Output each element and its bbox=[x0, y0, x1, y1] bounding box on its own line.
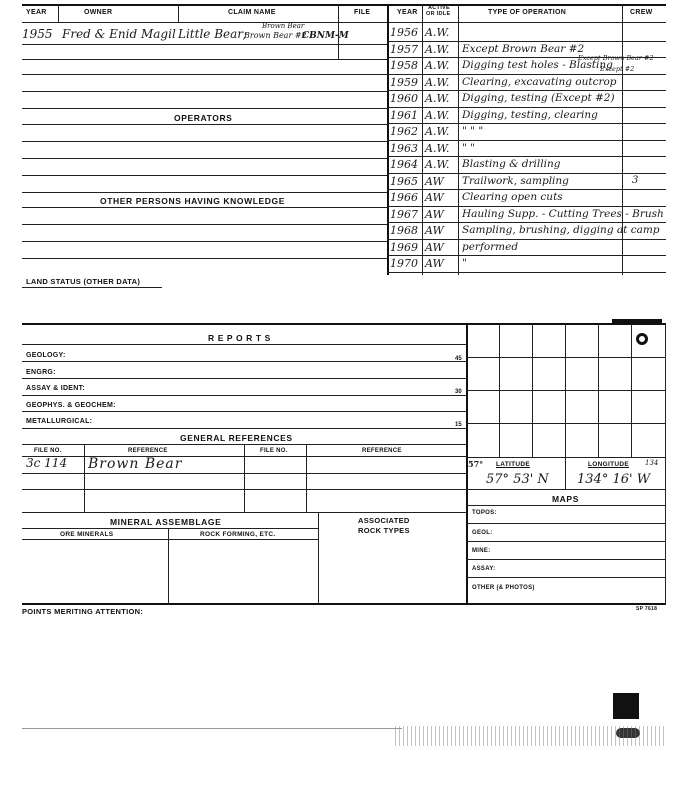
lower-section-bottom-border bbox=[22, 603, 666, 605]
activity-operation: Except Brown Bear #2 bbox=[462, 42, 585, 55]
note-1957: Except Brown Bear #2 bbox=[578, 54, 654, 62]
activity-status: A.W. bbox=[425, 92, 450, 105]
operators-row-rule bbox=[22, 192, 387, 193]
general-references-label: GENERAL REFERENCES bbox=[180, 433, 293, 443]
longitude-note: 134 bbox=[645, 459, 659, 467]
activity-year: 1968 bbox=[390, 224, 418, 237]
land-status-label: LAND STATUS (OTHER DATA) bbox=[26, 277, 141, 286]
grid-right-border bbox=[665, 324, 666, 604]
other-persons-label: OTHER PERSONS HAVING KNOWLEDGE bbox=[100, 196, 286, 206]
grid-row bbox=[466, 423, 665, 424]
activity-year: 1960 bbox=[390, 92, 418, 105]
ownership-year: 1955 bbox=[22, 27, 53, 41]
maps-row-rule bbox=[466, 577, 665, 578]
latlong-divider bbox=[565, 457, 566, 489]
activity-row-rule bbox=[387, 222, 666, 223]
activity-status: A.W. bbox=[425, 141, 450, 155]
activity-status: AW bbox=[425, 174, 444, 188]
activity-row-rule bbox=[387, 90, 666, 91]
report-row-rule bbox=[22, 428, 466, 429]
activity-row-rule bbox=[387, 173, 666, 174]
activity-operation: Hauling Supp. - Cutting Trees - Brush bbox=[462, 207, 664, 220]
owner-row-rule bbox=[22, 59, 387, 60]
maps-topos: TOPOS: bbox=[472, 510, 497, 516]
claim-name-header: CLAIM NAME bbox=[228, 9, 276, 16]
ownership-claim: Little Bear; bbox=[178, 27, 248, 41]
mineral-header-rule bbox=[22, 539, 318, 540]
activity-year: 1958 bbox=[390, 59, 418, 72]
land-status-underline bbox=[22, 287, 162, 288]
activity-operation: " " bbox=[462, 141, 475, 154]
activity-row-rule bbox=[387, 123, 666, 124]
note-1958: Except #2 bbox=[600, 65, 635, 73]
report-metallurgical: METALLURGICAL: bbox=[26, 418, 93, 425]
grid-row bbox=[466, 357, 665, 358]
activity-year: 1966 bbox=[390, 191, 418, 204]
activity-operation: Digging, testing (Except #2) bbox=[462, 92, 615, 104]
scan-mark bbox=[612, 319, 662, 325]
col-divider bbox=[178, 5, 179, 22]
activity-row-rule bbox=[387, 255, 666, 256]
longitude-label: LONGITUDE bbox=[588, 461, 629, 468]
owner-row-rule bbox=[22, 108, 387, 109]
activity-crew: 3 bbox=[632, 174, 639, 186]
owner-row-rule bbox=[22, 44, 387, 45]
activity-operation: " " " bbox=[462, 125, 484, 137]
ref-reference-header: REFERENCE bbox=[128, 448, 168, 454]
activity-status: AW bbox=[425, 191, 444, 204]
mineral-col-divider bbox=[168, 528, 169, 604]
latitude-label: LATITUDE bbox=[496, 461, 531, 468]
scale-45: 45 bbox=[455, 356, 462, 362]
activity-year: 1963 bbox=[390, 141, 418, 155]
activity-year-header: YEAR bbox=[397, 9, 418, 16]
scan-block bbox=[613, 693, 639, 719]
col-divider bbox=[58, 5, 59, 22]
report-row-rule bbox=[22, 378, 466, 379]
report-assay: ASSAY & IDENT: bbox=[26, 385, 86, 392]
other-persons-row-rule bbox=[22, 241, 387, 242]
reports-label: R E P O R T S bbox=[208, 333, 271, 343]
rock-forming-header: ROCK FORMING, ETC. bbox=[200, 531, 276, 538]
activity-operation: Clearing open cuts bbox=[462, 191, 563, 203]
activity-operation: Blasting & drilling bbox=[462, 158, 561, 170]
maps-row-rule bbox=[466, 559, 665, 560]
activity-status: AW bbox=[425, 240, 444, 254]
scale-30: 30 bbox=[455, 389, 462, 395]
activity-year: 1961 bbox=[390, 108, 418, 122]
activity-row-rule bbox=[387, 140, 666, 141]
activity-status: A.W. bbox=[425, 59, 450, 72]
report-row-rule bbox=[22, 361, 466, 362]
activity-year: 1957 bbox=[390, 42, 418, 56]
activity-operation: Digging, testing, clearing bbox=[462, 108, 598, 121]
maps-mine: MINE: bbox=[472, 548, 491, 554]
other-persons-row-rule bbox=[22, 224, 387, 225]
activity-year: 1970 bbox=[390, 257, 418, 270]
top-border bbox=[22, 4, 666, 6]
report-engrg: ENGRG: bbox=[26, 369, 56, 376]
scan-noise bbox=[395, 726, 665, 746]
mineral-col-divider bbox=[318, 512, 319, 604]
ref-col-divider bbox=[244, 444, 245, 512]
maps-rule bbox=[466, 505, 665, 506]
rock-types-label: ROCK TYPES bbox=[358, 526, 410, 535]
maps-row-rule bbox=[466, 541, 665, 542]
other-persons-rule bbox=[22, 207, 387, 208]
activity-status: AW bbox=[425, 257, 444, 270]
maps-other: OTHER (& PHOTOS) bbox=[472, 585, 535, 591]
activity-year: 1965 bbox=[390, 174, 418, 188]
location-target-icon bbox=[636, 333, 648, 345]
activity-status: A.W. bbox=[425, 125, 450, 138]
activity-operation: " bbox=[462, 257, 467, 269]
crew-header: CREW bbox=[630, 9, 653, 16]
activity-row-rule bbox=[387, 206, 666, 207]
activity-operation: Clearing, excavating outcrop bbox=[462, 75, 617, 88]
owner-row-rule bbox=[22, 91, 387, 92]
activity-status: AW bbox=[425, 207, 444, 221]
active-header: ACTIVE bbox=[428, 5, 450, 11]
ref-row-rule bbox=[22, 512, 466, 513]
latlong-rule bbox=[466, 489, 665, 490]
report-row-rule bbox=[22, 395, 466, 396]
other-persons-row-rule bbox=[22, 258, 387, 259]
maps-geol: GEOL: bbox=[472, 530, 493, 536]
type-of-operation-header: TYPE OF OPERATION bbox=[488, 9, 567, 16]
activity-row-rule bbox=[387, 239, 666, 240]
activity-row-rule bbox=[387, 189, 666, 190]
owner-header: OWNER bbox=[84, 9, 113, 16]
activity-operation: performed bbox=[462, 240, 519, 253]
maps-assay: ASSAY: bbox=[472, 566, 496, 572]
activity-status: A.W. bbox=[425, 75, 450, 89]
year-header: YEAR bbox=[26, 9, 47, 16]
ref-file-no-header-2: FILE NO. bbox=[260, 448, 288, 454]
activity-row-rule bbox=[387, 272, 666, 273]
faint-rule bbox=[22, 728, 402, 729]
operators-row-rule bbox=[22, 175, 387, 176]
activity-operation: Digging test holes - Blasting bbox=[462, 59, 613, 71]
owner-row-rule bbox=[22, 74, 387, 75]
activity-status: AW bbox=[425, 224, 444, 237]
activity-status: A.W. bbox=[425, 42, 450, 56]
operators-row-rule bbox=[22, 158, 387, 159]
claim-note-bottom: Brown Bear #2 bbox=[244, 31, 307, 40]
activity-year: 1967 bbox=[390, 207, 418, 221]
activity-row-rule bbox=[387, 74, 666, 75]
latitude-degrees: 57° bbox=[468, 459, 484, 469]
ownership-file: CBNM-M bbox=[302, 31, 349, 41]
activity-year: 1956 bbox=[390, 26, 418, 39]
activity-operation: Trailwork, sampling bbox=[462, 174, 569, 187]
ref-row-rule bbox=[22, 489, 466, 490]
reports-rule bbox=[22, 344, 466, 345]
header-rule bbox=[22, 22, 666, 23]
longitude-value: 134° 16' W bbox=[577, 472, 651, 487]
ref-reference: Brown Bear bbox=[88, 456, 183, 472]
activity-row-rule bbox=[387, 107, 666, 108]
activity-operation: Sampling, brushing, digging at camp bbox=[462, 224, 660, 236]
points-meriting-label: POINTS MERITING ATTENTION: bbox=[22, 607, 144, 616]
ref-col-divider bbox=[84, 444, 85, 512]
activity-year: 1962 bbox=[390, 125, 418, 138]
mineral-rule bbox=[22, 528, 318, 529]
operators-row-rule bbox=[22, 141, 387, 142]
ref-reference-header-2: REFERENCE bbox=[362, 448, 402, 454]
ref-row-rule bbox=[22, 473, 466, 474]
form-number: SP 7618 bbox=[636, 606, 658, 612]
activity-year: 1959 bbox=[390, 75, 418, 89]
activity-year: 1964 bbox=[390, 158, 418, 171]
report-geophys: GEOPHYS. & GEOCHEM: bbox=[26, 402, 116, 409]
operators-rule bbox=[22, 124, 387, 125]
ref-file-no-header: FILE NO. bbox=[34, 448, 62, 454]
idle-header: OR IDLE bbox=[426, 11, 451, 17]
activity-status: A.W. bbox=[425, 108, 450, 122]
lower-section-top-border bbox=[22, 323, 666, 325]
activity-row-rule bbox=[387, 156, 666, 157]
ore-minerals-header: ORE MINERALS bbox=[60, 531, 114, 538]
grid-row bbox=[466, 390, 665, 391]
scale-15: 15 bbox=[455, 422, 462, 428]
latitude-value: 57° 53' N bbox=[486, 472, 549, 487]
mineral-assemblage-label: MINERAL ASSEMBLAGE bbox=[110, 517, 222, 527]
activity-year: 1969 bbox=[390, 240, 418, 254]
ref-file-no: 3c 114 bbox=[26, 456, 68, 470]
report-row-rule bbox=[22, 411, 466, 412]
activity-row-rule bbox=[387, 41, 666, 42]
file-header: FILE bbox=[354, 9, 371, 16]
maps-label: MAPS bbox=[552, 494, 579, 504]
ref-col-divider bbox=[306, 444, 307, 512]
report-geology: GEOLOGY: bbox=[26, 352, 66, 359]
activity-status: A.W. bbox=[425, 158, 450, 171]
operators-label: OPERATORS bbox=[174, 113, 233, 123]
claim-note-top: Brown Bear bbox=[262, 22, 305, 30]
ownership-owner: Fred & Enid Magil bbox=[62, 27, 176, 41]
associated-label: ASSOCIATED bbox=[358, 516, 410, 525]
maps-row-rule bbox=[466, 523, 665, 524]
activity-status: A.W. bbox=[425, 26, 450, 39]
